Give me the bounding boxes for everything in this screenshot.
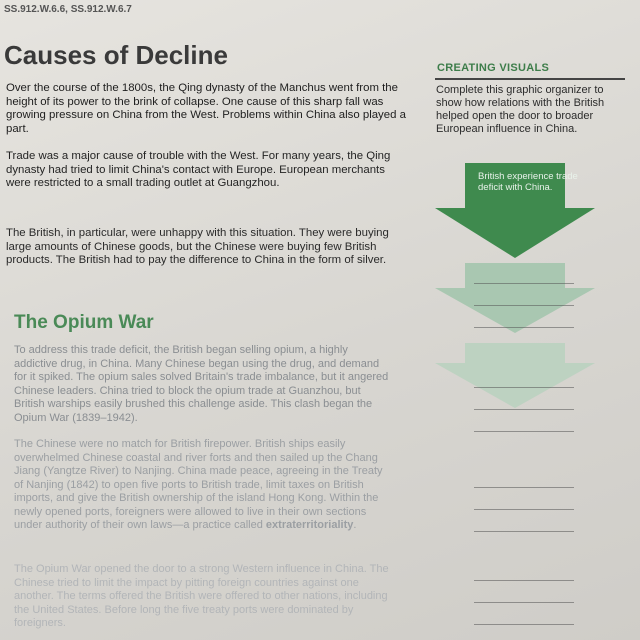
answer-line <box>474 305 574 306</box>
page-title: Causes of Decline <box>4 40 228 70</box>
sidebar-heading: CREATING VISUALS <box>437 62 550 74</box>
firepower-text: The Chinese were no match for British firepower. British ships easily overwhelmed Chinese coastal and river forts and then sailed up the Chang Jiang (Yangtze River) to Nanjing. China made peace, agreeing in the Treaty of Nanjing (1842) to open five ports to British trade, limit taxes on British imports, and give the British ownership of the island Hong Kong. Within the newly opened ports, foreigners were allowed to live in their own sections under authority of their own laws—a practice called <box>14 438 383 531</box>
answer-line <box>474 387 574 388</box>
answer-line <box>474 509 574 510</box>
sidebar-divider <box>435 78 625 80</box>
arrow-label: British experience trade deficit with China. <box>478 171 578 193</box>
key-term: extraterritoriality <box>265 519 354 531</box>
answer-line <box>474 531 574 532</box>
firepower-paragraph: The Chinese were no match for British firepower. British ships easily overwhelmed Chinese coastal and river forts and then sailed up the Chang Jiang (Yangtze River) to Nanjing. China made peace, agreeing in the Treaty of Nanjing (1842) to open five ports to British trade, limit taxes on British imports, and give the British ownership of the island Hong Kong. Within the newly opened ports, foreigners were allowed to live in their own sections under authority of their own laws—a practice called extraterritoriality. <box>14 438 383 531</box>
answer-line <box>474 624 574 625</box>
answer-line <box>474 283 574 284</box>
opium-paragraph: To address this trade deficit, the British began selling opium, a highly addictive drug, in China. Many Chinese began using the drug, and demand for it spiked. The opium sales solved Britain's trade imbalance, but it angered Chinese leaders. China tried to block the opium trade at Guanzhou, but British warships easily brushed this challenge aside. This clash began the Opium War (1839–1942). <box>14 344 389 424</box>
answer-line <box>474 580 574 581</box>
british-paragraph: The British, in particular, were unhappy with this situation. They were buying large amounts of Chinese goods, but the Chinese were buying few British products. The British had to pay the difference to China in the form of silver. <box>6 227 389 267</box>
graphic-organizer <box>430 163 630 483</box>
answer-line <box>474 602 574 603</box>
arrow-2 <box>435 263 595 333</box>
section-title: The Opium War <box>14 312 154 333</box>
answer-line <box>474 431 574 432</box>
influence-paragraph: The Opium War opened the door to a strong Western influence in China. The Chinese tried to limit the impact by pitting foreign countries against one another. The terms offered the British were offered to other nations, including the United States. Before long the five treaty ports were dominated by foreigners. <box>14 563 389 629</box>
answer-line <box>474 327 574 328</box>
trade-paragraph: Trade was a major cause of trouble with the West. For many years, the Qing dynasty had tried to limit China's contact with Europe. European merchants were restricted to a small trading outlet at Guangzhou. <box>6 150 391 190</box>
standards-code: SS.912.W.6.6, SS.912.W.6.7 <box>4 4 132 15</box>
answer-line <box>474 409 574 410</box>
intro-paragraph: Over the course of the 1800s, the Qing dynasty of the Manchus went from the height of its power to the brink of collapse. One cause of this sharp fall was growing pressure on China from the West. Problems within China also played a part. <box>6 82 406 135</box>
sidebar-instructions: Complete this graphic organizer to show how relations with the British helped open the door to broader European influence in China. <box>436 84 605 135</box>
arrow-3 <box>435 343 595 408</box>
answer-line <box>474 487 574 488</box>
